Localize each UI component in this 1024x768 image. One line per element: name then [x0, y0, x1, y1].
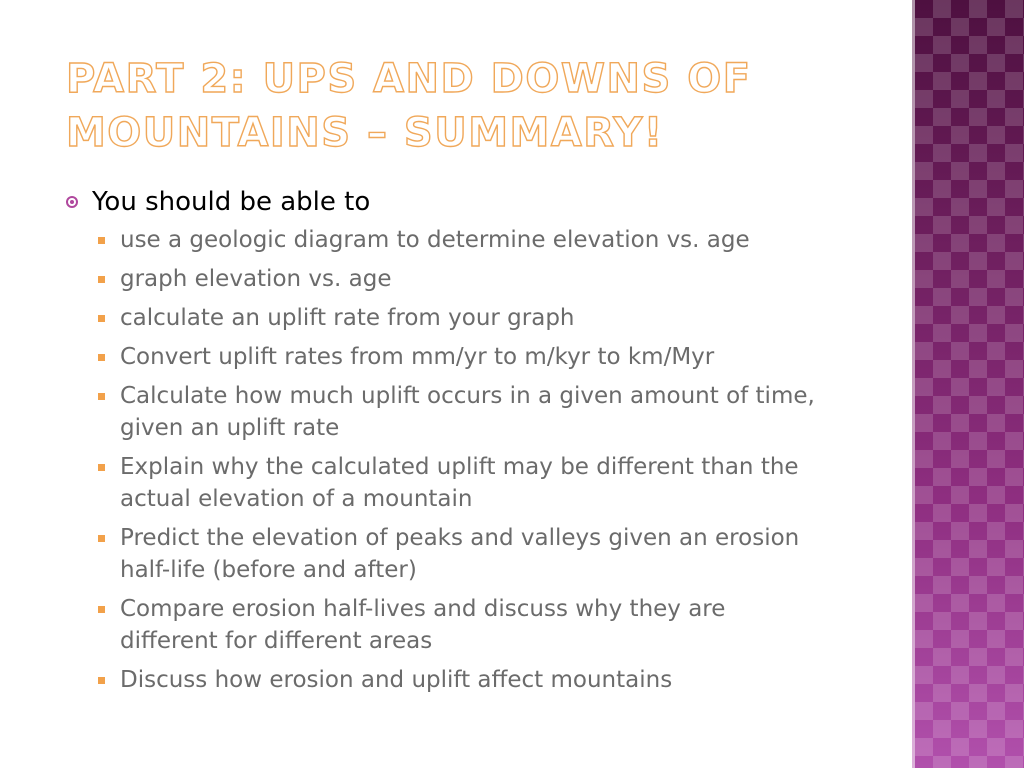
list-item-text: Explain why the calculated uplift may be different than the actual elevation of a mountain — [120, 454, 799, 512]
list-item — [66, 380, 866, 444]
list-item — [66, 593, 866, 657]
square-bullet-icon — [98, 464, 105, 471]
square-bullet-icon — [98, 237, 105, 244]
list-item-text: graph elevation vs. age — [120, 266, 392, 292]
square-bullet-icon — [98, 354, 105, 361]
list-item-text: calculate an uplift rate from your graph — [120, 305, 575, 331]
list-item — [66, 664, 866, 696]
square-bullet-icon — [98, 535, 105, 542]
square-bullet-icon — [98, 606, 105, 613]
list-item-text: Predict the elevation of peaks and valleys given an erosion half-life (before and after) — [120, 525, 800, 583]
list-item — [66, 341, 866, 373]
diamond-pattern — [915, 0, 1024, 768]
list-item — [66, 451, 866, 515]
list-item — [66, 224, 866, 256]
square-bullet-icon — [98, 393, 105, 400]
list-item-text: Discuss how erosion and uplift affect mountains — [120, 667, 673, 693]
square-bullet-icon — [98, 315, 105, 322]
objectives-list — [66, 224, 866, 696]
list-item-text: Compare erosion half-lives and discuss why they are different for different areas — [120, 596, 726, 654]
slide-content — [66, 184, 866, 703]
intro-text: You should be able to — [92, 187, 371, 217]
level1-bullet-item — [66, 184, 866, 220]
list-item-text: use a geologic diagram to determine elevation vs. age — [120, 227, 750, 253]
list-item — [66, 522, 866, 586]
square-bullet-icon — [98, 677, 105, 684]
list-item-text: Calculate how much uplift occurs in a given amount of time, given an uplift rate — [120, 383, 815, 441]
list-item — [66, 263, 866, 295]
slide-title: PART 2: UPS AND DOWNS OF MOUNTAINS – SUMMARY! — [66, 56, 752, 156]
square-bullet-icon — [98, 276, 105, 283]
list-item — [66, 302, 866, 334]
circle-dot-bullet-icon — [66, 196, 78, 208]
decorative-side-band — [912, 0, 1024, 768]
list-item-text: Convert uplift rates from mm/yr to m/kyr to km/Myr — [120, 344, 715, 370]
